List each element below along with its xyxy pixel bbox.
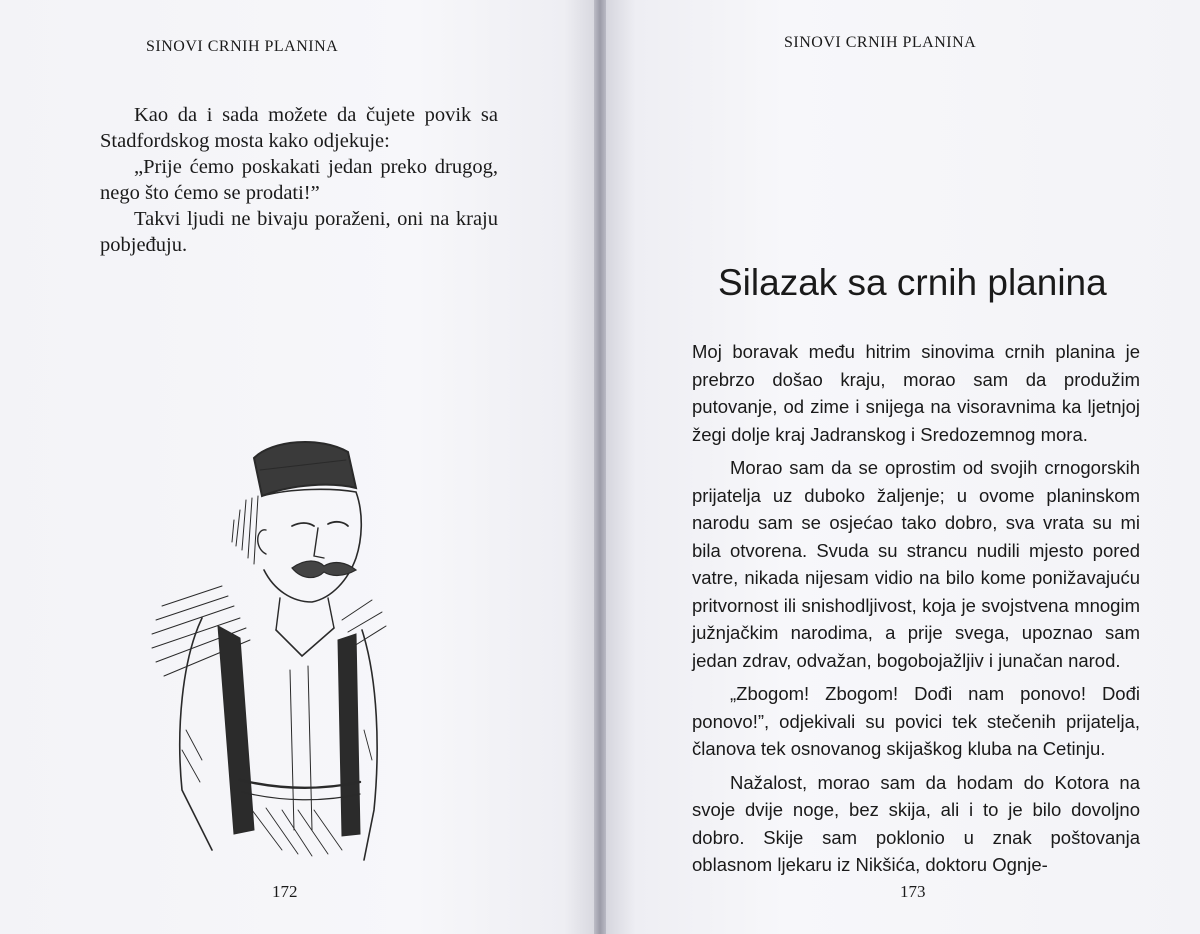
page-number-left: 172: [272, 882, 298, 901]
paragraph: Moj boravak među hitrim sinovima crnih planina je prebrzo došao kraju, morao sam da produžim putovanje, od zime i snijega na visoravnima ka ljetnjoj žegi dolje kraj Jadranskog i Sredozemnog mora.: [692, 341, 1140, 445]
paragraph: Morao sam da se oprostim od svojih crnogorskih prijatelja uz duboko žaljenje; u ovome planinskom narodu sam se osjećao tako dobro, sva vrata su mi bila otvorena. Svuda su strancu nudili mjesto pored vatre, nikada nijesam vidio na bilo kome ponižavajuću pritvornost ili snishodljivost, koja je svojstvena mnogim južnjačkim narodima, a prije svega, upoznao sam jedan zdrav, odvažan, bogobojažljiv i junačan narod.: [692, 457, 1140, 671]
chapter-title: Silazak sa crnih planina: [718, 262, 1107, 303]
man-with-cap-illustration: [142, 430, 392, 870]
paragraph: Takvi ljudi ne bivaju poraženi, oni na kraju pobjeđuju.: [100, 208, 498, 256]
paragraph: „Zbogom! Zbogom! Dođi nam ponovo! Dođi ponovo!”, odjekivali su povici tek stečenih prijatelja, članova tek osnovanog skijaškog kluba na Cetinju.: [692, 683, 1140, 759]
book-gutter: [594, 0, 606, 934]
paragraph: Nažalost, morao sam da hodam do Kotora na svoje dvije noge, bez skija, ali i to je bilo dovoljno dobro. Skije sam poklonio u znak poštovanja oblasnom ljekaru iz Nikšića, doktoru Ognje-: [692, 771, 1140, 875]
left-page-text: [100, 102, 498, 258]
right-page-text: [692, 338, 1140, 885]
paragraph: „Prije ćemo poskakati jedan preko drugog, nego što ćemo se prodati!”: [100, 156, 498, 204]
page-number-right: 173: [900, 882, 926, 901]
left-page: [0, 0, 594, 934]
right-page: [606, 0, 1200, 934]
paragraph: Kao da i sada možete da čujete povik sa Stadfordskog mosta kako odjekuje:: [100, 104, 498, 152]
running-head-right: SINOVI CRNIH PLANINA: [784, 34, 977, 51]
running-head-left: SINOVI CRNIH PLANINA: [146, 38, 339, 55]
